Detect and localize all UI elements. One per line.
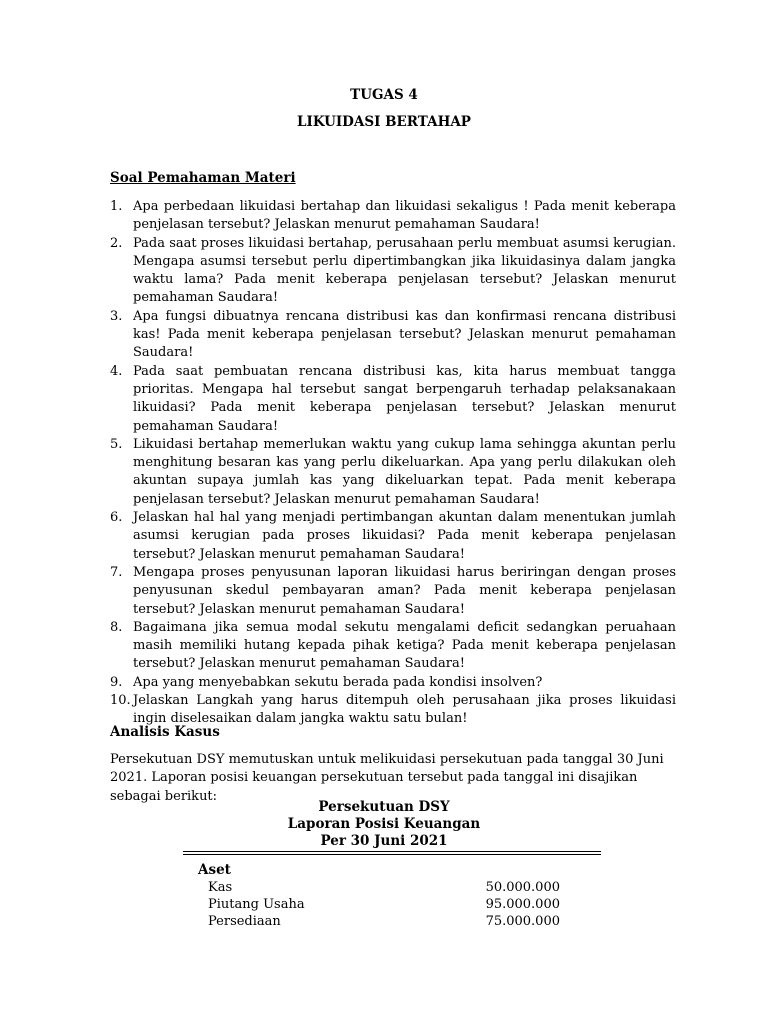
question-text: Jelaskan hal hal yang menjadi pertimbangan akuntan dalam menentukan jumlah asumsi kerugian pada proses likuidasi? Pada menit keberapa penjelasan tersebut? Jelaskan menurut pemahaman Saudara! <box>133 510 676 562</box>
statement-date: Per 30 Juni 2021 <box>320 833 448 849</box>
asset-label: Piutang Usaha <box>208 897 305 912</box>
question-number: 10. <box>110 693 131 709</box>
question-text: Mengapa proses penyusunan laporan likuidasi harus beriringan dengan proses penyusunan skedul pembayaran aman? Pada menit keberapa penjelasan tersebut? Jelaskan menurut pemahaman Saudara! <box>133 564 676 617</box>
question-number: 2. <box>110 235 123 251</box>
double-rule-bottom <box>183 854 601 855</box>
question-number: 5. <box>110 436 123 452</box>
assets-heading: Aset <box>198 862 231 878</box>
question-text: Bagaimana jika semua modal sekutu mengalami deficit sedangkan peruahaan masih memiliki hutang kepada pihak ketiga? Pada menit keberapa penjelasan tersebut? Jelaskan menurut pemahaman Saudara! <box>133 619 676 672</box>
question-list <box>110 198 676 729</box>
question-item <box>110 619 676 674</box>
question-number: 6. <box>110 510 123 526</box>
question-text: Apa fungsi dibuatnya rencana distribusi kas dan konfirmasi rencana distribusi kas! Pada menit keberapa penjelasan tersebut? Jelaskan menurut pemahaman Saudara! <box>133 308 676 361</box>
question-text: Apa perbedaan likuidasi bertahap dan likuidasi sekaligus ! Pada menit keberapa penjelasan tersebut? Jelaskan menurut pemahaman Saudara! <box>133 199 676 233</box>
question-number: 9. <box>110 674 123 690</box>
statement-entity: Persekutuan DSY <box>318 799 450 815</box>
question-number: 4. <box>110 363 123 379</box>
question-text: Pada saat proses likuidasi bertahap, perusahaan perlu membuat asumsi kerugian. Mengapa asumsi tersebut perlu dipertimbangkan jika likuidasinya dalam jangka waktu lama? Pada menit keberapa penjelasan tersebut? Jelaskan menurut pemahaman Saudara! <box>133 235 676 306</box>
question-number: 7. <box>110 564 123 580</box>
question-item <box>110 308 676 363</box>
question-item <box>110 564 676 619</box>
case-heading: Analisis Kasus <box>110 724 220 740</box>
case-paragraph: Persekutuan DSY memutuskan untuk melikuidasi persekutuan pada tanggal 30 Juni 2021. Laporan posisi keuangan persekutuan tersebut pada tanggal ini disajikan sebagai berikut: <box>110 752 664 804</box>
document-subtitle: LIKUIDASI BERTAHAP <box>297 114 471 130</box>
question-item <box>110 198 676 235</box>
question-text: Jelaskan Langkah yang harus ditempuh oleh perusahaan jika proses likuidasi ingin diselesaikan dalam jangka waktu satu bulan! <box>133 693 676 727</box>
document-title: TUGAS 4 <box>350 87 418 103</box>
question-text: Likuidasi bertahap memerlukan waktu yang cukup lama sehingga akuntan perlu menghitung besaran kas yang perlu dikeluarkan. Apa yang perlu dilakukan oleh akuntan supaya jumlah kas yang dikeluarkan tepat. Pada menit keberapa penjelasan tersebut? Jelaskan menurut pemahaman Saudara! <box>133 436 676 507</box>
question-number: 1. <box>110 199 123 214</box>
question-text: Apa yang menyebabkan sekutu berada pada kondisi insolven? <box>133 674 543 690</box>
question-item <box>110 509 676 564</box>
section-heading: Soal Pemahaman Materi <box>110 170 296 186</box>
statement-name: Laporan Posisi Keuangan <box>287 816 481 832</box>
question-number: 3. <box>110 308 123 324</box>
question-item <box>110 674 676 692</box>
asset-amount: 95.000.000 <box>485 897 560 912</box>
question-number: 8. <box>110 619 123 635</box>
asset-label: Kas <box>208 880 233 895</box>
asset-amount: 50.000.000 <box>485 880 560 895</box>
question-text: Pada saat pembuatan rencana distribusi kas, kita harus membuat tangga prioritas. Mengapa hal tersebut sangat berpengaruh terhadap pelaksanakaan likuidasi? Pada menit keberapa penjelasan tersebut? Jelaskan menurut pemahaman Saudara! <box>133 363 676 434</box>
asset-amount: 75.000.000 <box>485 914 560 929</box>
question-item <box>110 235 676 308</box>
question-item <box>110 363 676 436</box>
question-item <box>110 436 676 509</box>
double-rule-top <box>183 851 601 852</box>
asset-label: Persediaan <box>208 914 281 929</box>
